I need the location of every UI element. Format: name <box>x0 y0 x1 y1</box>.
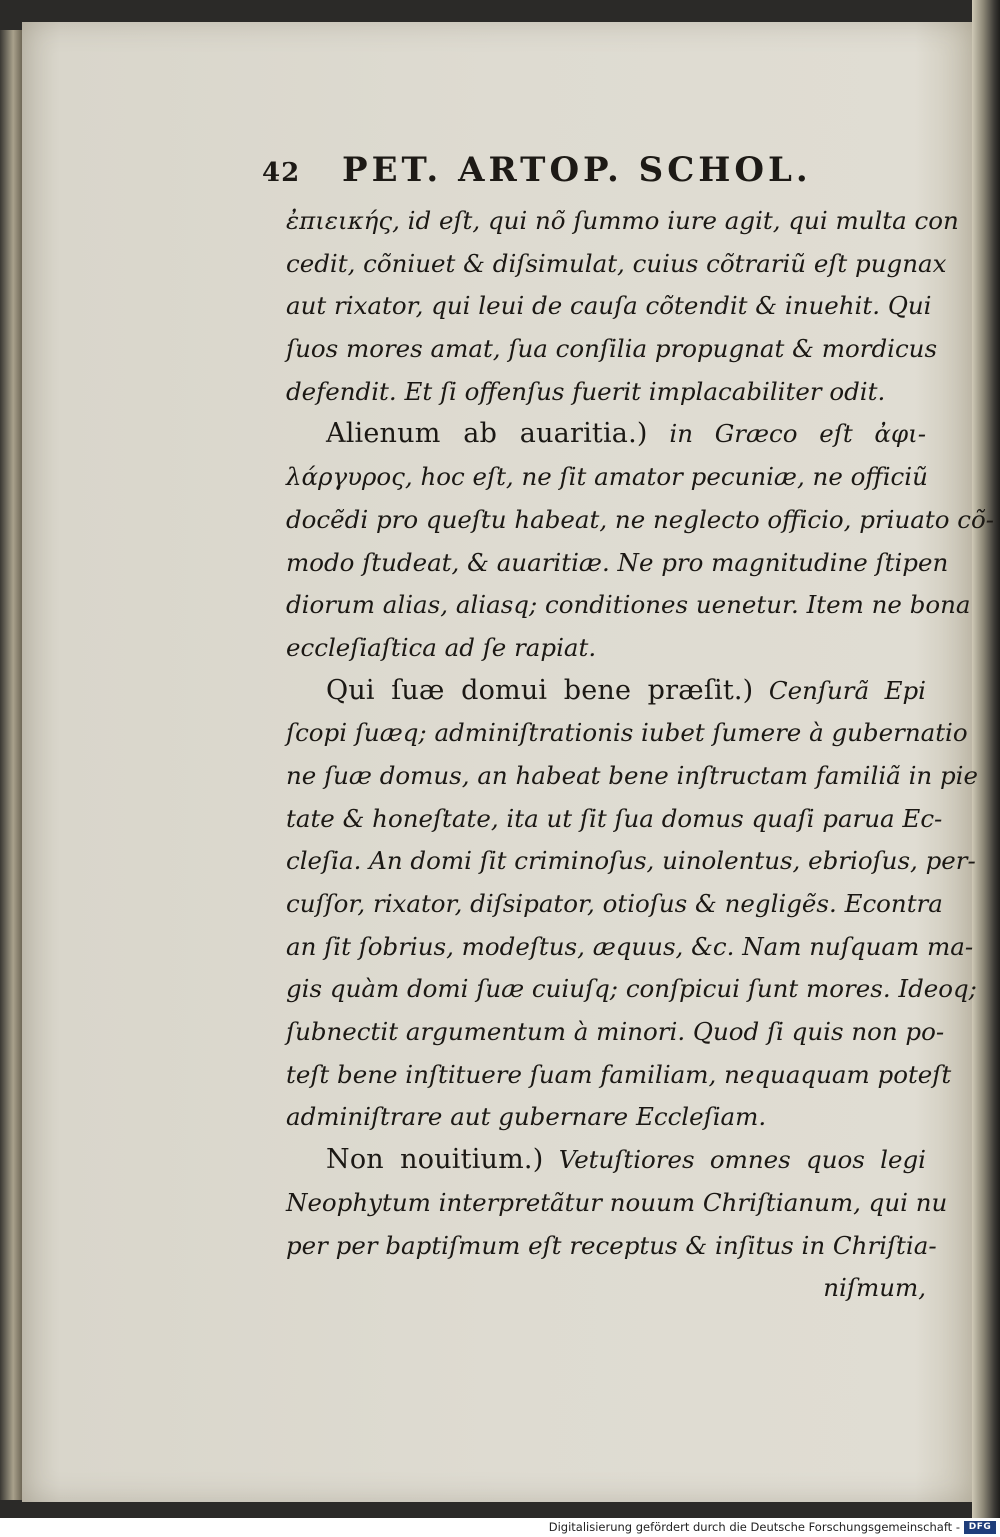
text-segment: diorum alias, aliasq; conditiones uenetur. Item ne bona <box>286 590 971 620</box>
text-line <box>286 1011 945 1054</box>
text-line <box>286 456 926 499</box>
text-segment: adminiſtrare aut gubernare Eccleſiam. <box>286 1102 767 1132</box>
dfg-logo: DFG <box>964 1521 996 1534</box>
text-line <box>286 1096 926 1139</box>
text-line <box>286 670 926 713</box>
text-line <box>286 542 949 585</box>
text-line <box>286 755 978 798</box>
text-segment: defendit. Et ſi offenſus fuerit implacabiliter odit. <box>286 376 886 406</box>
lemma-heading: Non nouitium.) <box>326 1144 544 1176</box>
text-segment: per per baptiſmum eſt receptus & inſitus in Chriſtia- <box>286 1230 937 1260</box>
text-line <box>286 285 932 328</box>
text-segment: niſmum, <box>823 1273 926 1303</box>
text-segment: gis quàm domi ſuæ cuiuſq; conſpicui ſunt mores. Ideoq; <box>286 974 977 1004</box>
text-line <box>286 200 959 243</box>
text-segment: in Græco eſt ἀφι- <box>647 419 927 449</box>
text-line <box>286 798 943 841</box>
text-segment: docẽdi pro queſtu habeat, ne neglecto officio, priuato cõ- <box>286 504 994 534</box>
text-line <box>286 1182 948 1225</box>
text-segment: Vetuſtiores omnes quos legi <box>543 1145 926 1175</box>
text-segment: ἐπιεικής, id eſt, qui nõ ſummo iure agit, qui multa con <box>286 206 959 235</box>
text-line <box>286 840 976 883</box>
text-line <box>286 584 971 627</box>
text-segment: teſt bene inſtituere ſuam familiam, nequaquam poteſt <box>286 1059 952 1089</box>
text-line <box>286 328 938 371</box>
footer-bar <box>0 1518 1000 1537</box>
text-line <box>286 413 926 456</box>
text-segment: aut rixator, qui leui de cauſa cõtendit & inuehit. Qui <box>286 291 932 321</box>
page-number: 42 <box>262 158 301 188</box>
book-right-edge <box>972 0 1000 1518</box>
text-segment: eccleſiaſtica ad ſe rapiat. <box>286 632 597 662</box>
book-left-edge <box>0 30 22 1500</box>
text-segment: tate & honeſtate, ita ut ſit ſua domus quaſi parua Ec- <box>286 803 943 833</box>
lemma-heading: Alienum ab auaritia.) <box>326 418 648 450</box>
text-line <box>286 627 926 670</box>
text-segment: modo ſtudeat, & auaritiæ. Ne pro magnitudine ſtipen <box>286 547 949 577</box>
running-head <box>262 150 922 190</box>
text-line <box>286 499 994 542</box>
body-text <box>286 200 994 1310</box>
text-line <box>286 712 968 755</box>
text-segment: Neophytum interpretãtur nouum Chriſtianum, qui nu <box>286 1187 948 1217</box>
text-line <box>286 371 926 414</box>
text-line <box>286 1267 926 1310</box>
text-segment: ſuos mores amat, ſua conſilia propugnat & mordicus <box>286 334 938 364</box>
text-segment: cedit, cõniuet & diſsimulat, cuius cõtrariũ eſt pugnax <box>286 248 947 278</box>
text-line <box>286 1225 937 1268</box>
text-segment: ne ſuæ domus, an habeat bene inſtructam familiã in pie <box>286 760 978 790</box>
lemma-heading: Qui ſuæ domui bene præſit.) <box>326 674 754 706</box>
text-line <box>286 926 974 969</box>
text-segment: ſubnectit argumentum à minori. Quod ſi quis non po- <box>286 1017 945 1047</box>
text-line <box>286 968 977 1011</box>
text-segment: cuſſor, rixator, diſsipator, otioſus & negligẽs. Econtra <box>286 889 943 918</box>
text-segment: λάργυρος, hoc eſt, ne ſit amator pecuniæ, ne officiũ <box>286 462 928 492</box>
text-segment: ſcopi ſuæq; adminiſtrationis iubet ſumere à gubernatio <box>286 718 968 748</box>
text-line <box>286 883 943 926</box>
text-line <box>286 1139 926 1182</box>
text-segment: cleſia. An domi ſit criminoſus, uinolentus, ebrioſus, per- <box>286 846 976 876</box>
text-segment: an ſit ſobrius, modeſtus, æquus, &c. Nam nuſquam ma- <box>286 931 974 961</box>
text-segment: Cenſurã Epi <box>753 675 926 705</box>
text-line <box>286 1054 952 1097</box>
text-line <box>286 243 947 286</box>
footer-credit: Digitalisierung gefördert durch die Deutsche Forschungsgemeinschaft - <box>548 1520 960 1534</box>
running-head-title: PET. ARTOP. SCHOL. <box>342 150 812 190</box>
